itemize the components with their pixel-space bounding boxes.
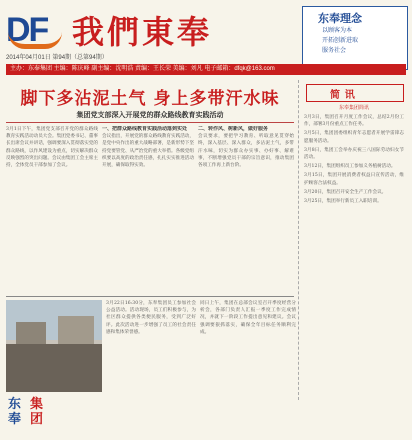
editor-credits: 主办：东奉集团 主编：陈庆峰 副主编：沈明浩 责编：王长荣 美编：刘凡 电子邮箱：dfqk@163.com (10, 66, 275, 72)
section-heading: 二、转作风、树新风，做好服务 (198, 126, 269, 132)
section-heading: 一、把群众路线教育实践活动落到实处 (102, 126, 188, 132)
news-item: 3月25日，集团举行新员工入职培训。 (304, 199, 382, 205)
article-column-2 (102, 126, 194, 296)
df-logo (6, 10, 66, 50)
sidebar-title: 简 讯 (330, 90, 356, 101)
divider (6, 122, 294, 123)
footer-brand-group: 集团 (30, 396, 44, 426)
article-text: 同日上午，集团在总部会议室召开季度经营分析会，各部门负责人汇报一季度工作完成情况，并就下一阶段工作提出意见和建议。会议强调要狠抓落实，确保全年目标任务顺利完成。 (200, 301, 296, 335)
logo-letters: DF (6, 11, 48, 49)
article-text: 3月1日下午，集团党支部召开党的群众路线教育实践活动动员大会。集团党委书记、董事长出席会议并讲话，强调要深入贯彻落实党的群众路线，以作风建设为重点，切实解决群众反映强烈的突出问题。会议由集团工会主席主持，全体党员干部参加了会议。 (6, 127, 98, 169)
article-text: 会议指出，开展党的群众路线教育实践活动，是党中央作出的重大战略部署，是新形势下坚持党要管党、从严治党的重大举措。各级党组织要以高度的政治责任感，扎扎实实推进活动开展，确保取得实效。 (102, 134, 194, 169)
article-text: 会议要求，要把学习教育、听取意见贯穿始终，深入基层、深入群众，多沾泥土气，多带汗水味，切实为群众办实事、办好事、解难事，不断增强党员干部的宗旨意识，推动集团各项工作再上新台阶。 (198, 134, 294, 169)
sidebar-subtitle: 东奉集团简讯 (338, 105, 369, 111)
news-item: 3月20日，集团召开安全生产工作会议。 (304, 189, 387, 195)
idea-title: 东奉理念 (318, 13, 362, 25)
article-column-3 (198, 126, 294, 296)
masthead-title: 我們東奉 (72, 13, 213, 51)
footer-brand-dong: 东奉 (8, 396, 22, 426)
idea-lines (322, 26, 358, 56)
issue-info: 2014年04月01日 第94期（总第94期） (6, 55, 108, 61)
article-column-1 (6, 126, 98, 296)
headline: 脚下多沾泥土气 身上多带汗水味 (20, 89, 280, 109)
news-item: 3月5日，集团团委组织青年志愿者开展学雷锋志愿服务活动。 (304, 131, 404, 144)
news-item: 3月15日，集团开展消费者权益日宣传活动，维护顾客合法权益。 (304, 173, 404, 186)
idea-line: 开拓创新进取 (322, 38, 359, 44)
idea-line: 以顾客为本 (322, 28, 353, 34)
section-divider (6, 296, 294, 297)
logo-swoosh (8, 32, 62, 49)
lower-column-2 (200, 300, 296, 408)
event-photo (6, 300, 102, 392)
news-item: 3月12日，集团组织员工参加义务植树活动。 (304, 164, 396, 170)
news-item: 3月8日，集团工会举办庆祝三八国际劳动妇女节活动。 (304, 147, 404, 161)
news-item: 3月3日，集团召开月度工作会议，总结2月份工作，部署3月份重点工作任务。 (304, 115, 404, 128)
idea-line: 服务社会 (322, 48, 347, 54)
subheadline: 集团党支部深入开展党的群众路线教育实践活动 (76, 110, 224, 119)
sidebar-items (304, 114, 404, 414)
lower-column-1 (106, 300, 196, 408)
article-text: 3月22日16:30分，东奉集团员工参加社会公益活动。活动现场，员工们积极参与，为社区群众提供各类便民服务，受到广泛好评。此次活动进一步增强了员工的社会责任感和集体荣誉感。 (106, 301, 196, 335)
